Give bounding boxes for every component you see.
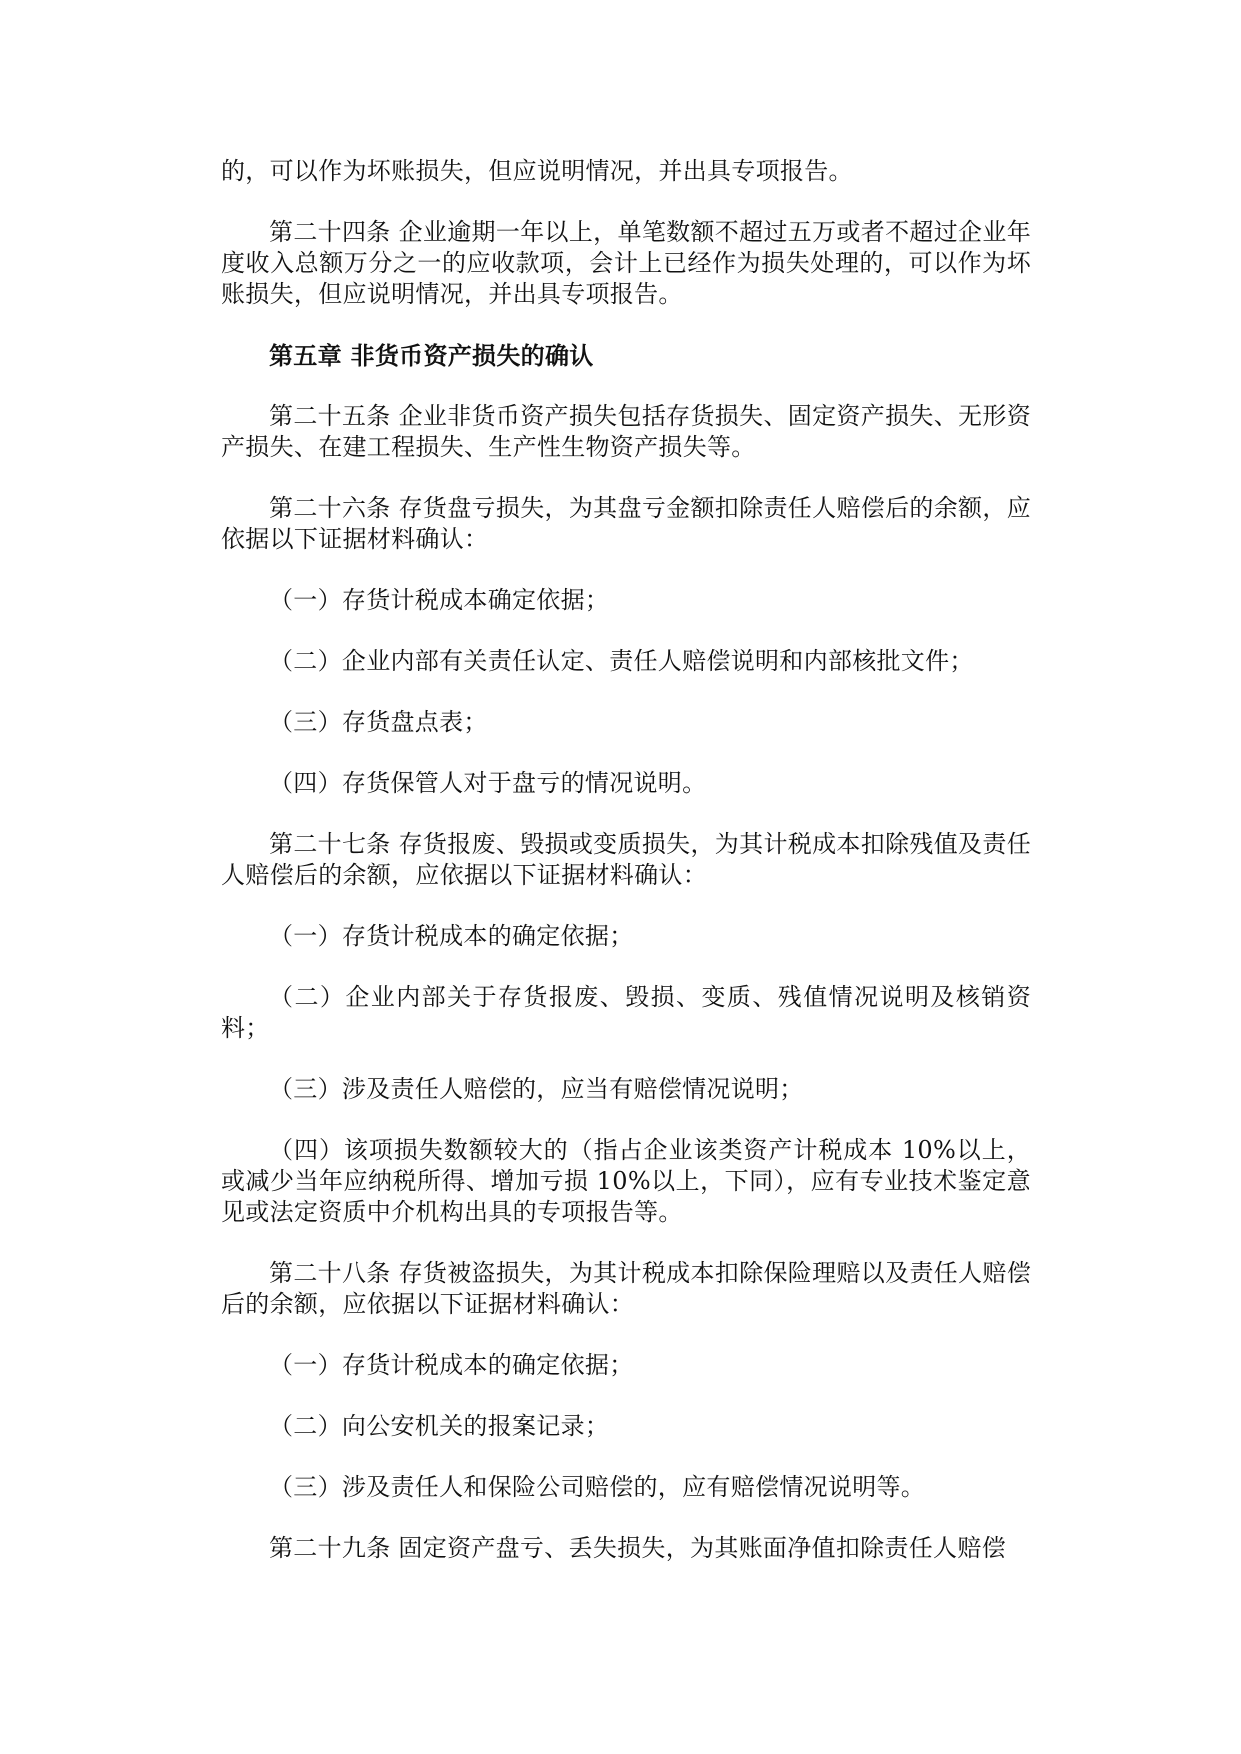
article-28-item-1: （一）存货计税成本的确定依据； xyxy=(269,1351,634,1379)
document-body xyxy=(221,156,1031,1594)
article-24: 第二十四条 企业逾期一年以上，单笔数额不超过五万或者不超过企业年度收入总额万分之一的应收款项，会计上已经作为损失处理的，可以作为坏账损失，但应说明情况，并出具专项报告。 xyxy=(221,218,1031,308)
article-26-item-1: （一）存货计税成本确定依据； xyxy=(269,586,610,614)
article-26-item-4: （四）存货保管人对于盘亏的情况说明。 xyxy=(269,769,707,797)
article-27-item-1: （一）存货计税成本的确定依据； xyxy=(269,922,634,950)
article-29: 第二十九条 固定资产盘亏、丢失损失，为其账面净值扣除责任人赔偿 xyxy=(269,1534,1006,1562)
article-28-item-3: （三）涉及责任人和保险公司赔偿的，应有赔偿情况说明等。 xyxy=(269,1473,926,1501)
article-25: 第二十五条 企业非货币资产损失包括存货损失、固定资产损失、无形资产损失、在建工程损失、生产性生物资产损失等。 xyxy=(221,402,1031,461)
article-27: 第二十七条 存货报废、毁损或变质损失，为其计税成本扣除残值及责任人赔偿后的余额，应依据以下证据材料确认： xyxy=(221,830,1031,889)
paragraph-continuation: 的，可以作为坏账损失，但应说明情况，并出具专项报告。 xyxy=(221,157,853,185)
chapter-5-heading: 第五章 非货币资产损失的确认 xyxy=(269,341,594,370)
article-27-item-4: （四）该项损失数额较大的（指占企业该类资产计税成本 10%以上，或减少当年应纳税所得、增加亏损 10%以上，下同），应有专业技术鉴定意见或法定资质中介机构出具的专项报告等。 xyxy=(221,1136,1031,1226)
article-26-item-3: （三）存货盘点表； xyxy=(269,708,488,736)
article-26-item-2: （二）企业内部有关责任认定、责任人赔偿说明和内部核批文件； xyxy=(269,647,974,675)
article-28: 第二十八条 存货被盗损失，为其计税成本扣除保险理赔以及责任人赔偿后的余额，应依据以下证据材料确认： xyxy=(221,1259,1031,1318)
article-27-item-2: （二）企业内部关于存货报废、毁损、变质、残值情况说明及核销资料； xyxy=(221,983,1031,1042)
article-26: 第二十六条 存货盘亏损失，为其盘亏金额扣除责任人赔偿后的余额，应依据以下证据材料确认： xyxy=(221,494,1031,553)
article-27-item-3: （三）涉及责任人赔偿的，应当有赔偿情况说明； xyxy=(269,1075,804,1103)
article-28-item-2: （二）向公安机关的报案记录； xyxy=(269,1412,610,1440)
